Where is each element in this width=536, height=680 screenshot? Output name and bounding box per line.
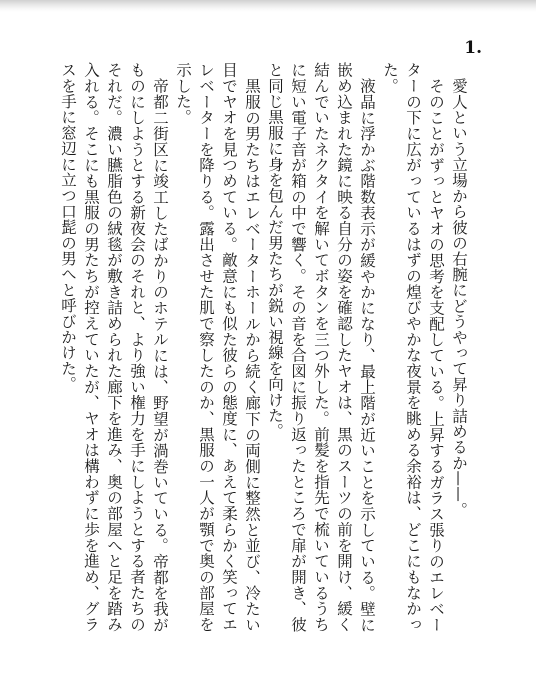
top-edge-shadow: [0, 0, 536, 12]
paragraph-4: 黒服の男たちはエレベーターホールから続く廊下の両側に整然と並び、冷たい目でヤオを見つめている。敵意にも似た彼らの態度に、あえて柔らかく笑ってエレベーターを降りる。露出させた肌で察したのか、黒服の一人が顎で奥の部屋を示した。: [174, 62, 261, 632]
paragraph-2: そのことがずっとヤオの思考を支配している。上昇するガラス張りのエレベーターの下に広がっているはずの煌びやかな夜景を眺める余裕は、どこにもなかった。: [381, 62, 445, 632]
paragraph-1: 愛人という立場から彼の右腕にどうやって昇り詰めるか——。: [450, 77, 468, 518]
paragraph-3: 液晶に浮かぶ階数表示が緩やかになり、最上階が近いことを示している。壁に嵌め込まれた鏡に映る自分の姿を確認したヤオは、黒のスーツの前を開け、緩く結んでいたネクタイを解いてボタンを三つ外した。前髪を指先で梳いているうちに短い電子音が箱の中で響く。その音を合図に振り返ったところで扉が開き、彼と同じ黒服に身を包んだ男たちが鋭い視線を向けた。: [266, 62, 376, 632]
paragraph-5: 帝都二街区に竣工したばかりのホテルには、野望が渦巻いている。帝都を我がものにしようとする新夜会のそれと、より強い権力を手にしようとする者たちのそれだ。濃い臙脂色の絨毯が敷き詰められた廊下を進み、奥の部屋へと足を踏み入れる。そこにも黒服の男たちが控えていたが、ヤオは構わずに歩を進め、グラスを手に窓辺に立つ口髭の男へと呼びかけた。: [59, 62, 169, 632]
chapter-number: 1.: [464, 38, 482, 58]
book-page: [58, 34, 482, 634]
vertical-text-body: [56, 62, 470, 632]
